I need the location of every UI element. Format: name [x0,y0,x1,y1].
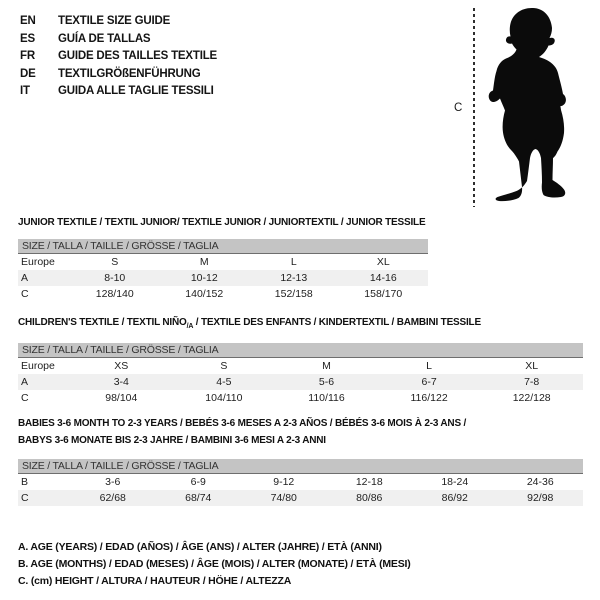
table-cell: L [426,360,432,372]
babies-size-table [18,459,583,506]
size-table-header: SIZE / TALLA / TAILLE / GRÖSSE / TAGLIA [18,459,583,474]
table-cell: 92/98 [527,492,554,504]
row-label: C [21,288,29,300]
language-row-de [20,66,217,84]
table-cell: 7-8 [524,376,540,388]
row-label: Europe [21,256,55,268]
table-row-height [18,490,583,506]
table-cell: 24-36 [526,476,554,488]
section-title-line1: BABIES 3-6 MONTH TO 2-3 YEARS / BEBÉS 3-6 MESES A 2-3 AÑOS / BÉBÉS 3-6 MOIS À 2-3 ANS / [18,418,467,429]
section-title-text: / TEXTILE DES ENFANTS / KINDERTEXTIL / BAMBINI TESSILE [193,317,481,328]
table-row-europe [18,358,583,374]
table-cell: 140/152 [185,288,224,300]
table-cell: XS [114,360,129,372]
junior-size-table [18,239,428,302]
height-measure-figure [440,0,600,215]
table-row-age [18,270,428,286]
table-cell: M [322,360,331,372]
section-babies-textile [18,416,583,506]
table-cell: 74/80 [270,492,297,504]
language-row-en [20,13,217,31]
footnote-a: A. AGE (YEARS) / EDAD (AÑOS) / ÂGE (ANS) / ALTER (JAHRE) / ETÀ (ANNI) [18,541,382,553]
table-cell: 128/140 [95,288,134,300]
table-cell: L [290,256,297,268]
table-cell: 122/128 [512,392,551,404]
language-header-list [20,13,217,101]
language-code: EN [20,15,36,27]
language-text: TEXTILGRÖßENFÜHRUNG [58,67,201,80]
table-cell: 6-7 [421,376,437,388]
language-text: TEXTILE SIZE GUIDE [58,15,171,27]
language-row-es [20,31,217,49]
language-code: DE [20,67,36,80]
table-cell: 18-24 [441,476,469,488]
table-row-age [18,374,583,390]
language-row-it [20,83,217,101]
language-text: GUIDA ALLE TAGLIE TESSILI [58,85,214,97]
table-row-height [18,390,583,406]
height-measure-label: C [454,102,463,114]
section-title: JUNIOR TEXTILE / TEXTIL JUNIOR/ TEXTILE JUNIOR / JUNIORTEXTIL / JUNIOR TESSILE [18,217,426,228]
table-cell: XL [376,256,390,268]
table-cell: 62/68 [99,492,126,504]
language-code: FR [20,50,35,62]
row-label: C [21,492,29,504]
table-cell: M [199,256,209,268]
size-table-header: SIZE / TALLA / TAILLE / GRÖSSE / TAGLIA [18,343,583,358]
section-title [18,314,583,335]
section-title-subscript: /A [186,323,194,330]
language-code: ES [20,32,35,45]
height-dashed-line [473,8,475,207]
table-cell: 8-10 [104,272,126,284]
table-row-height [18,286,428,302]
section-title-line2: BABYS 3-6 MONATE BIS 2-3 JAHRE / BAMBINI 3-6 MESI A 2-3 ANNI [18,434,326,446]
table-cell: 9-12 [273,476,295,488]
table-cell: XL [525,360,539,372]
table-cell: 158/170 [364,288,403,300]
row-label: C [21,392,29,404]
language-row-fr [20,48,217,66]
table-cell: 98/104 [105,392,138,404]
section-junior-textile [18,214,428,302]
table-cell: 3-4 [113,376,129,388]
language-text: GUÍA DE TALLAS [58,32,151,45]
table-cell: 68/74 [185,492,212,504]
table-cell: 116/122 [410,392,448,404]
section-title-text: CHILDREN'S TEXTILE / TEXTIL NIÑO [18,317,187,328]
table-cell: 6-9 [190,476,206,488]
table-cell: 5-6 [318,376,335,388]
footnote-c: C. (cm) HEIGHT / ALTURA / HAUTEUR / HÖHE / ALTEZZA [18,575,292,587]
table-cell: 104/110 [205,392,243,404]
table-cell: 86/92 [441,492,468,504]
size-table-header: SIZE / TALLA / TAILLE / GRÖSSE / TAGLIA [18,239,428,254]
table-cell: 12-18 [355,476,383,488]
table-row-age-months [18,474,583,490]
row-label: Europe [21,360,55,372]
section-title [18,416,583,449]
language-text: GUIDE DES TAILLES TEXTILE [58,50,217,62]
table-cell: 10-12 [190,272,218,284]
legend-footnotes [18,539,411,590]
table-cell: 12-13 [280,272,308,284]
table-cell: 80/86 [356,492,383,504]
table-cell: S [111,256,119,268]
footnote-b: B. AGE (MONTHS) / EDAD (MESES) / ÂGE (MOIS) / ALTER (MONATE) / ETÀ (MESI) [18,558,411,570]
table-row-europe [18,254,428,270]
row-label: B [21,476,29,488]
baby-silhouette-icon [480,0,590,210]
language-code: IT [20,85,30,97]
table-cell: 14-16 [369,272,397,284]
table-cell: 4-5 [216,376,232,388]
table-cell: 3-6 [105,476,121,488]
table-cell: 152/158 [274,288,313,300]
section-children-textile [18,314,583,406]
table-cell: 110/116 [308,392,345,404]
children-size-table [18,343,583,406]
row-label: A [21,272,29,284]
row-label: A [21,376,29,388]
table-cell: S [220,360,228,372]
